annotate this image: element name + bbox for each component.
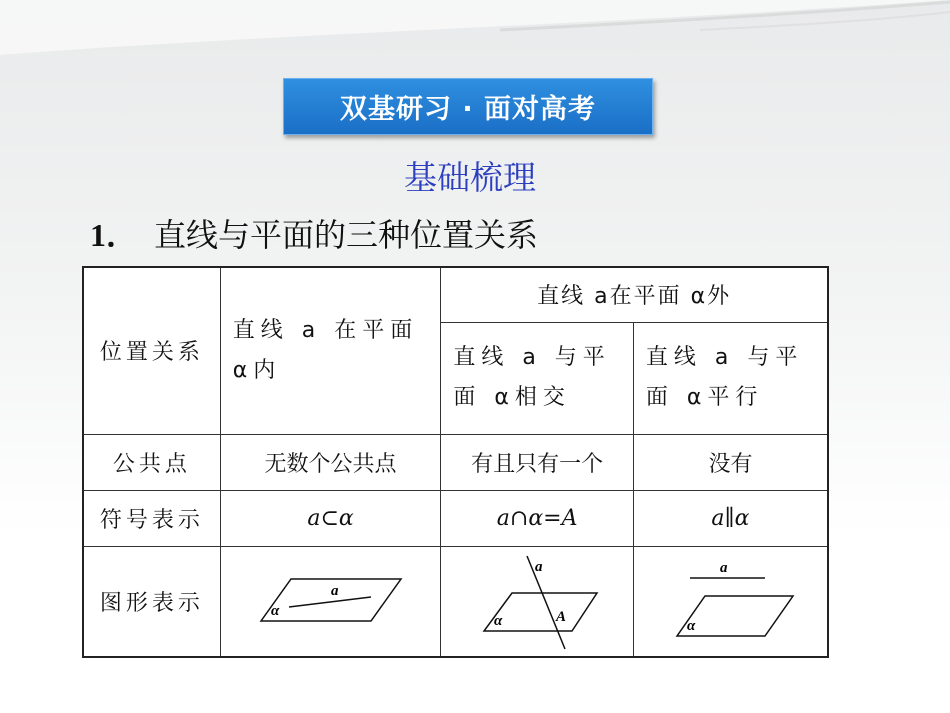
- section-banner: 双基研习 · 面对高考: [283, 78, 653, 135]
- header-in-plane: 直线 a 在平面 α内: [220, 267, 441, 434]
- figure-parallel: [633, 546, 828, 657]
- header-parallel: 直线 a 与平面 α平行: [633, 322, 828, 434]
- cell-parallel-points: 没有: [633, 434, 828, 490]
- figure-label-point: A: [556, 609, 567, 626]
- figure-line-parallel-plane: [665, 556, 795, 646]
- relation-table: [82, 266, 829, 658]
- figure-label-line: a: [330, 583, 339, 600]
- figure-label-line: a: [720, 560, 728, 577]
- cell-in-plane-symbol: a⊂α: [220, 490, 441, 546]
- figure-label-plane: α: [270, 603, 279, 620]
- figure-line-intersect-plane: [472, 551, 602, 651]
- figure-label-plane: α: [494, 613, 503, 630]
- figure-intersect: [441, 546, 634, 657]
- header-intersect: 直线 a 与平面 α相交: [441, 322, 634, 434]
- header-position: 位置关系: [83, 267, 220, 434]
- heading-text: 直线与平面的三种位置关系: [154, 216, 539, 254]
- table-row: [83, 434, 828, 490]
- row-label-common-points: 公共点: [83, 434, 220, 490]
- topic-heading: [90, 210, 538, 256]
- row-label-figure: 图形表示: [83, 546, 220, 657]
- figure-label-line: a: [535, 559, 543, 576]
- row-label-symbol: 符号表示: [83, 490, 220, 546]
- heading-number: 1．: [90, 217, 139, 253]
- header-outside-plane: 直线 a在平面 α外: [441, 267, 828, 322]
- cell-in-plane-points: 无数个公共点: [220, 434, 441, 490]
- cell-intersect-symbol: a∩α=A: [441, 490, 634, 546]
- cell-intersect-points: 有且只有一个: [441, 434, 634, 490]
- figure-line-in-plane: [251, 571, 411, 631]
- header-swoosh-decoration: [0, 0, 950, 90]
- section-subtitle: 基础梳理: [404, 158, 536, 197]
- table-row: [83, 490, 828, 546]
- table-row: [83, 546, 828, 657]
- figure-in-plane: [220, 546, 441, 657]
- cell-parallel-symbol: a∥α: [633, 490, 828, 546]
- figure-label-plane: α: [687, 618, 696, 635]
